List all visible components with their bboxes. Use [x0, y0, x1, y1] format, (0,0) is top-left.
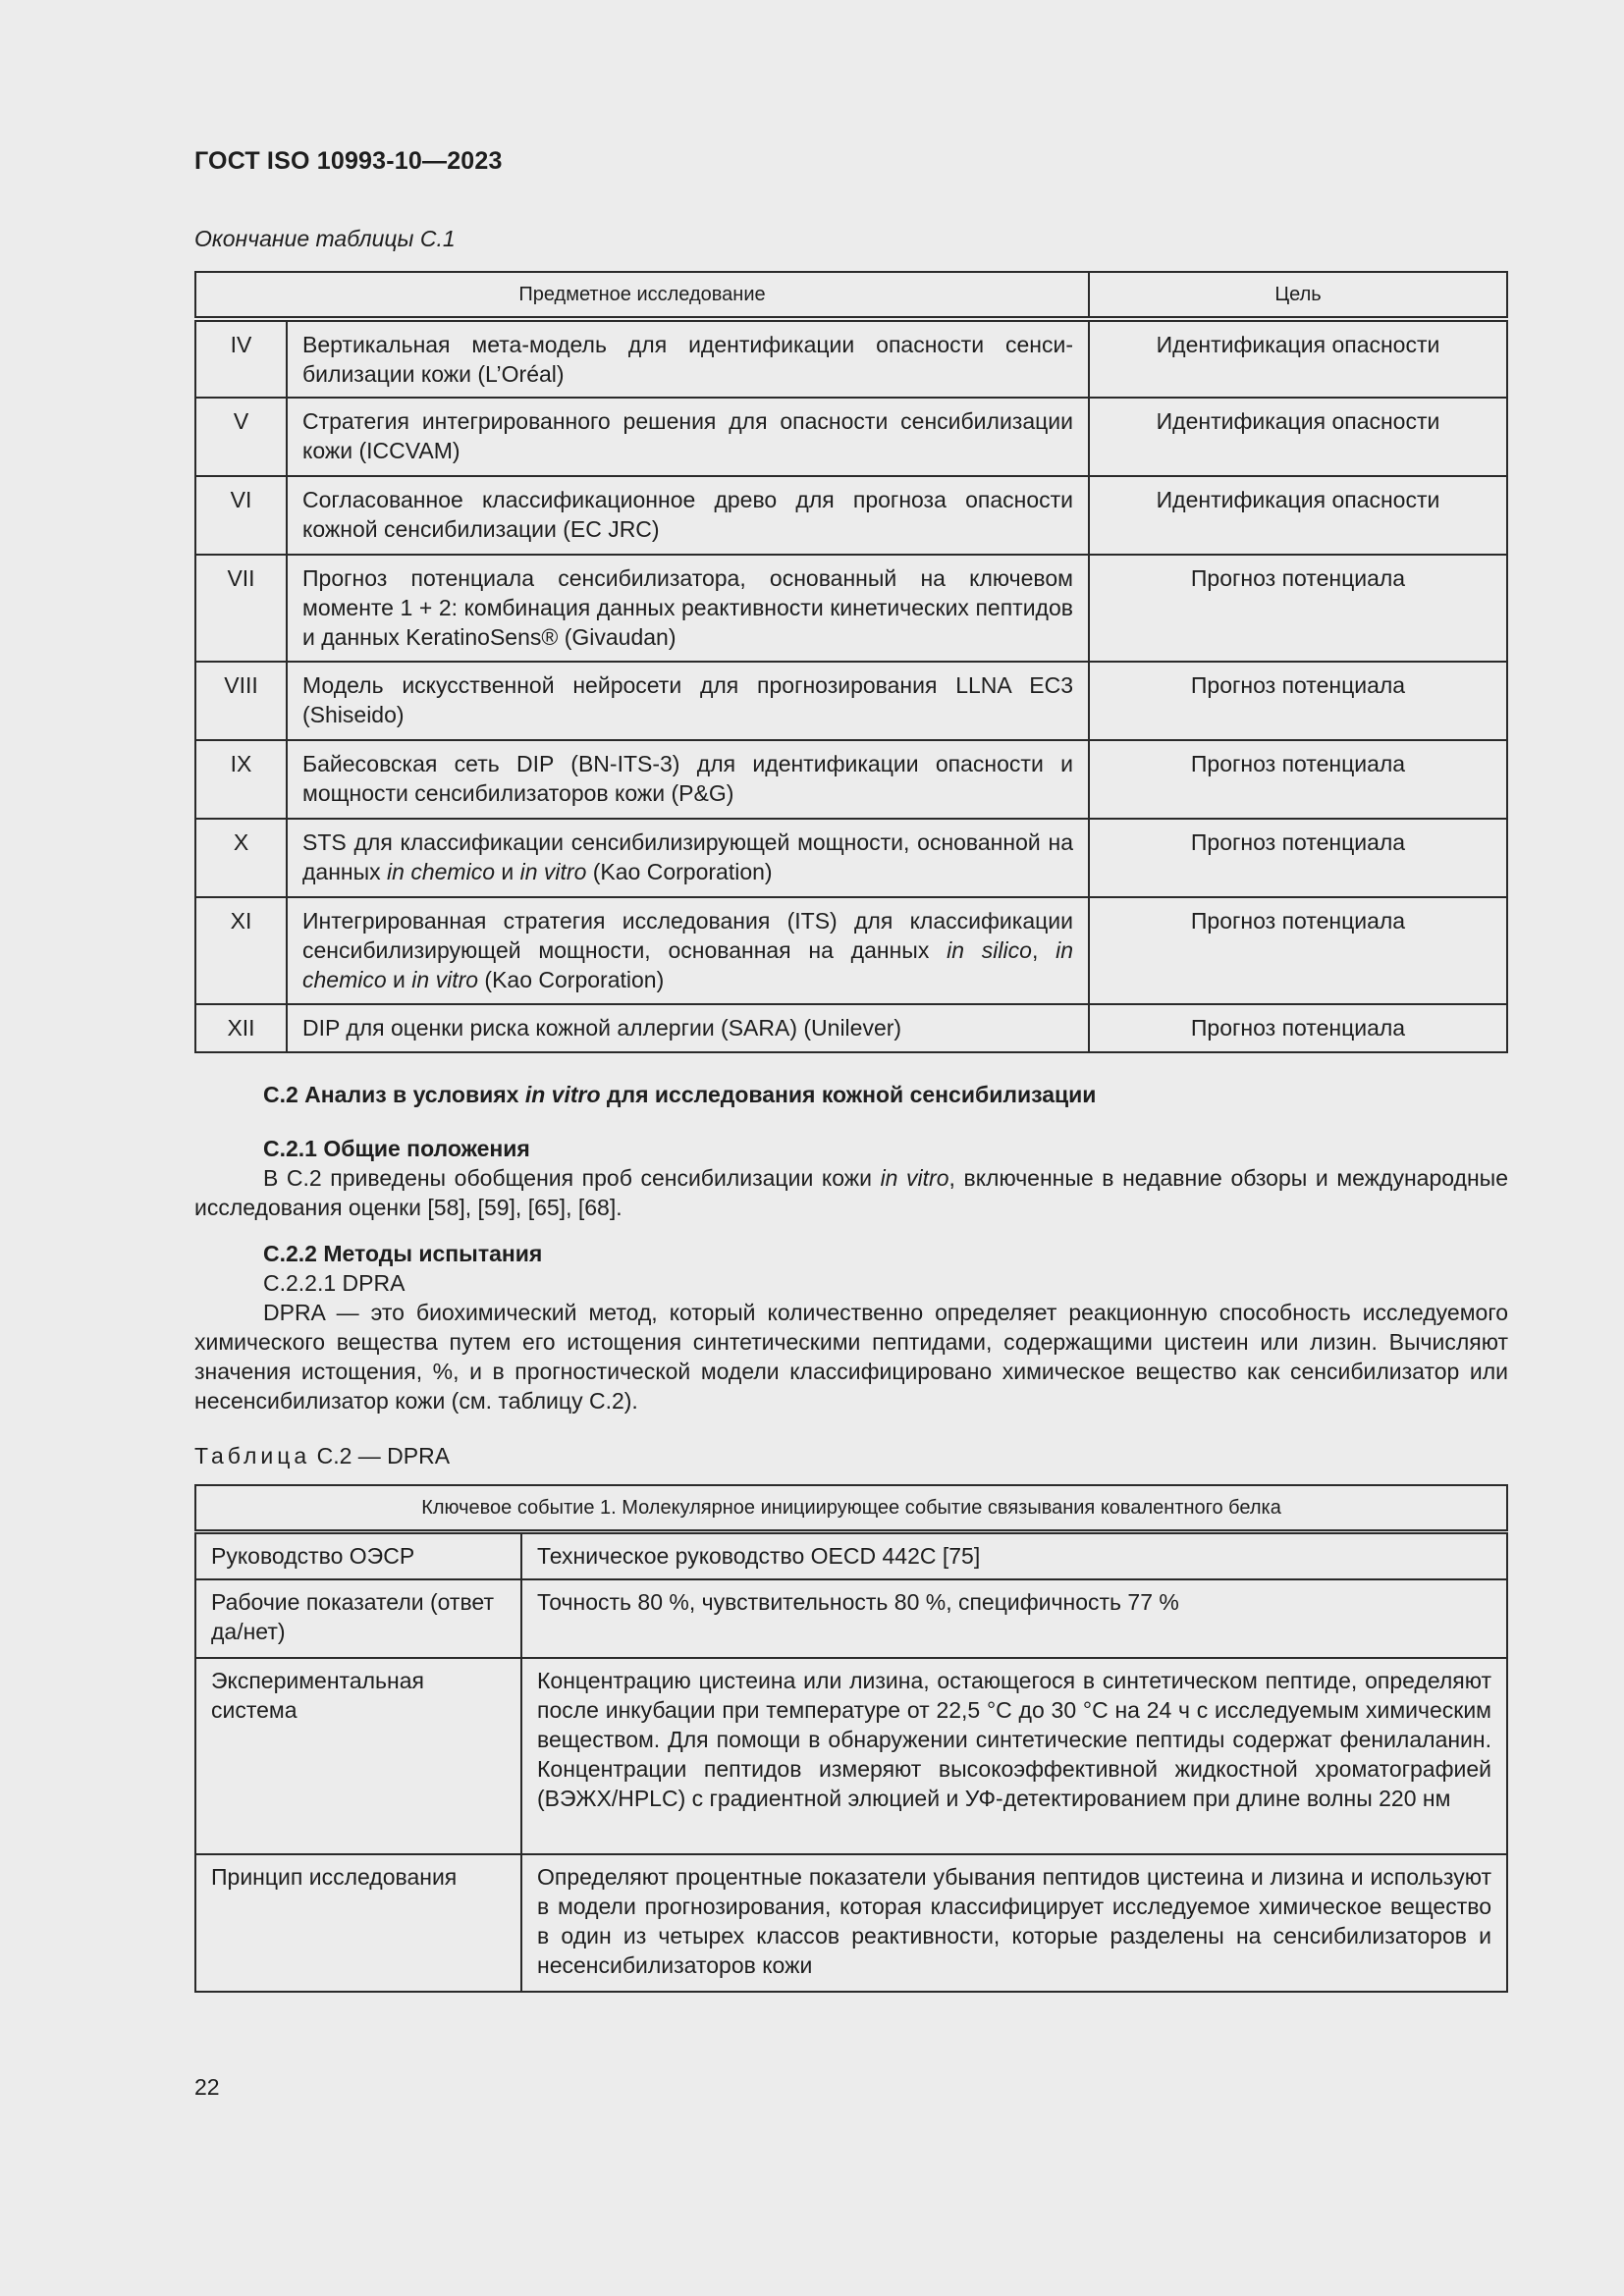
row-goal: Прогноз потенциала [1089, 897, 1507, 1004]
row-value: Техническое руководство OECD 442C [75] [521, 1532, 1507, 1580]
desc-text: STS для классификации сенсибилизирующей мощности, основанной на данных [302, 829, 1073, 884]
table-row [195, 819, 1507, 897]
section-c221-heading: С.2.2.1 DPRA [263, 1270, 406, 1296]
row-description: Согласованное классификационное древо для прогноза опасности кожной сенсибилизации (EC JRC) [287, 476, 1089, 555]
table2-header-row [195, 1485, 1507, 1532]
row-number: XII [195, 1004, 287, 1052]
heading-text: для исследования кожной сенсибилизации [600, 1082, 1097, 1107]
table-row [195, 740, 1507, 819]
row-label: Принцип исследования [195, 1854, 521, 1992]
table1 [194, 271, 1508, 1053]
row-goal: Прогноз потенциала [1089, 662, 1507, 740]
heading-italic: in vitro [524, 1082, 601, 1107]
table-row [195, 319, 1507, 398]
table-row [195, 1579, 1507, 1658]
row-goal: Прогноз потенциала [1089, 555, 1507, 662]
desc-text: (Kao Corporation) [478, 967, 665, 992]
row-goal: Прогноз потенциала [1089, 819, 1507, 897]
row-number: XI [195, 897, 287, 1004]
row-goal: Прогноз потенциала [1089, 740, 1507, 819]
table1-caption: Окончание таблицы С.1 [194, 226, 456, 251]
row-description: Байесовская сеть DIP (BN-ITS-3) для идентификации опасности и мощности сенсибилизаторов кожи (P&G) [287, 740, 1089, 819]
row-description [287, 819, 1089, 897]
section-c21-text [194, 1163, 1508, 1222]
desc-italic: in vitro [519, 859, 587, 884]
desc-text: (Kao Corporation) [586, 859, 773, 884]
row-number: V [195, 398, 287, 476]
table-row [195, 476, 1507, 555]
table2-header: Ключевое событие 1. Молекулярное инициирующее событие связывания ковалентного белка [195, 1485, 1507, 1532]
desc-italic: in vitro [411, 967, 479, 992]
row-description [287, 897, 1089, 1004]
row-goal: Идентификация опасности [1089, 319, 1507, 398]
table-row [195, 555, 1507, 662]
row-goal: Идентификация опасности [1089, 398, 1507, 476]
desc-text: и [386, 967, 412, 992]
row-value: Точность 80 %, чувствительность 80 %, специфичность 77 % [521, 1579, 1507, 1658]
row-number: VIII [195, 662, 287, 740]
desc-text: и [494, 859, 520, 884]
row-label: Руководство ОЭСР [195, 1532, 521, 1580]
desc-text: , [1031, 937, 1056, 963]
table1-header-row [195, 272, 1507, 319]
row-label: Рабочие показатели (ответ да/нет) [195, 1579, 521, 1658]
row-number: IX [195, 740, 287, 819]
row-number: VII [195, 555, 287, 662]
heading-text: С.2 Анализ в условиях [263, 1082, 525, 1107]
row-goal: Прогноз потенциала [1089, 1004, 1507, 1052]
table-row [195, 1004, 1507, 1052]
desc-italic: in chemico [302, 937, 1074, 992]
paragraph-text: , включенные в недавние обзоры и международные исследования оценки [58], [59], [65], [68]. [194, 1165, 1508, 1220]
row-description: Модель искусственной нейросети для прогнозирования LLNA EC3 (Shiseido) [287, 662, 1089, 740]
desc-italic: in chemico [387, 859, 495, 884]
page-number: 22 [194, 2074, 220, 2100]
section-c2-heading [194, 1080, 1508, 1109]
row-number: IV [195, 319, 287, 398]
table-row [195, 398, 1507, 476]
row-description: Прогноз потенциала сенсибилизатора, основанный на ключевом моменте 1 + 2: комбинация данных реактивности кинетических пептидов и данных KeratinoSens® (Givaudan) [287, 555, 1089, 662]
caption-text: С.2 — DPRA [310, 1443, 451, 1468]
row-description: Вертикальная мета-модель для идентификации опасности сенсибилизации кожи (L’Oréal) [287, 319, 1089, 398]
row-goal: Идентификация опасности [1089, 476, 1507, 555]
row-label: Экспериментальная система [195, 1658, 521, 1854]
desc-italic: in silico [947, 937, 1032, 963]
table-row [195, 1532, 1507, 1580]
row-value: Определяют процентные показатели убывания пептидов цистеина и лизина и используют в модели прогнозирования, которая классифицирует исследуемое химическое вещество в один из четырех классов реактивности, которые разделены на сенсибилизаторов и несенсибилизаторов кожи [521, 1854, 1507, 1992]
caption-label: Таблица [194, 1443, 311, 1468]
row-description: DIP для оценки риска кожной аллергии (SARA) (Unilever) [287, 1004, 1089, 1052]
row-value: Концентрацию цистеина или лизина, остающегося в синтетическом пептиде, определяют после инкубации при температуре от 22,5 °С до 30 °С на 24 ч с исследуемым химическим веществом. Для помощи в обнаружении синтетические пептиды содержат фенилаланин. Концентрации пептидов измеряют высокоэффективной жидкостной хроматографией (ВЭЖХ/HPLC) с градиентной элюцией и УФ-детектированием при длине волны 220 нм [521, 1658, 1507, 1854]
table-row [195, 1854, 1507, 1992]
table2 [194, 1484, 1508, 1993]
table1-col-subject: Предметное исследование [195, 272, 1089, 319]
table2-caption [194, 1443, 450, 1469]
row-number: VI [195, 476, 287, 555]
paragraph-text: В С.2 приведены обобщения проб сенсибилизации кожи [263, 1165, 881, 1191]
section-c21-heading: С.2.1 Общие положения [263, 1136, 530, 1161]
row-description: Стратегия интегрированного решения для опасности сенсибилизации кожи (ICCVAM) [287, 398, 1089, 476]
row-number: X [195, 819, 287, 897]
table-row [195, 662, 1507, 740]
section-c22-text: DPRA — это биохимический метод, который количественно определяет реакционную способность исследуемого химического вещества путем его истощения синтетическими пептидами, содержащими цистеин или лизин. Вычисляют значения истощения, %, и в прогностической модели классифицировано химическое вещество как сенсибилизатор или несенсибилизатор кожи (см. таблицу С.2). [194, 1300, 1508, 1414]
table-row [195, 897, 1507, 1004]
table-row [195, 1658, 1507, 1854]
paragraph-italic: in vitro [880, 1165, 949, 1191]
table1-col-goal: Цель [1089, 272, 1507, 319]
document-header: ГОСТ ISO 10993-10—2023 [194, 147, 503, 175]
desc-text: Интегрированная стратегия исследования (ITS) для классификации сенсибилизирующей мощности, основанная на данных [302, 908, 1073, 963]
section-c22-heading: С.2.2 Методы испытания [263, 1241, 543, 1266]
